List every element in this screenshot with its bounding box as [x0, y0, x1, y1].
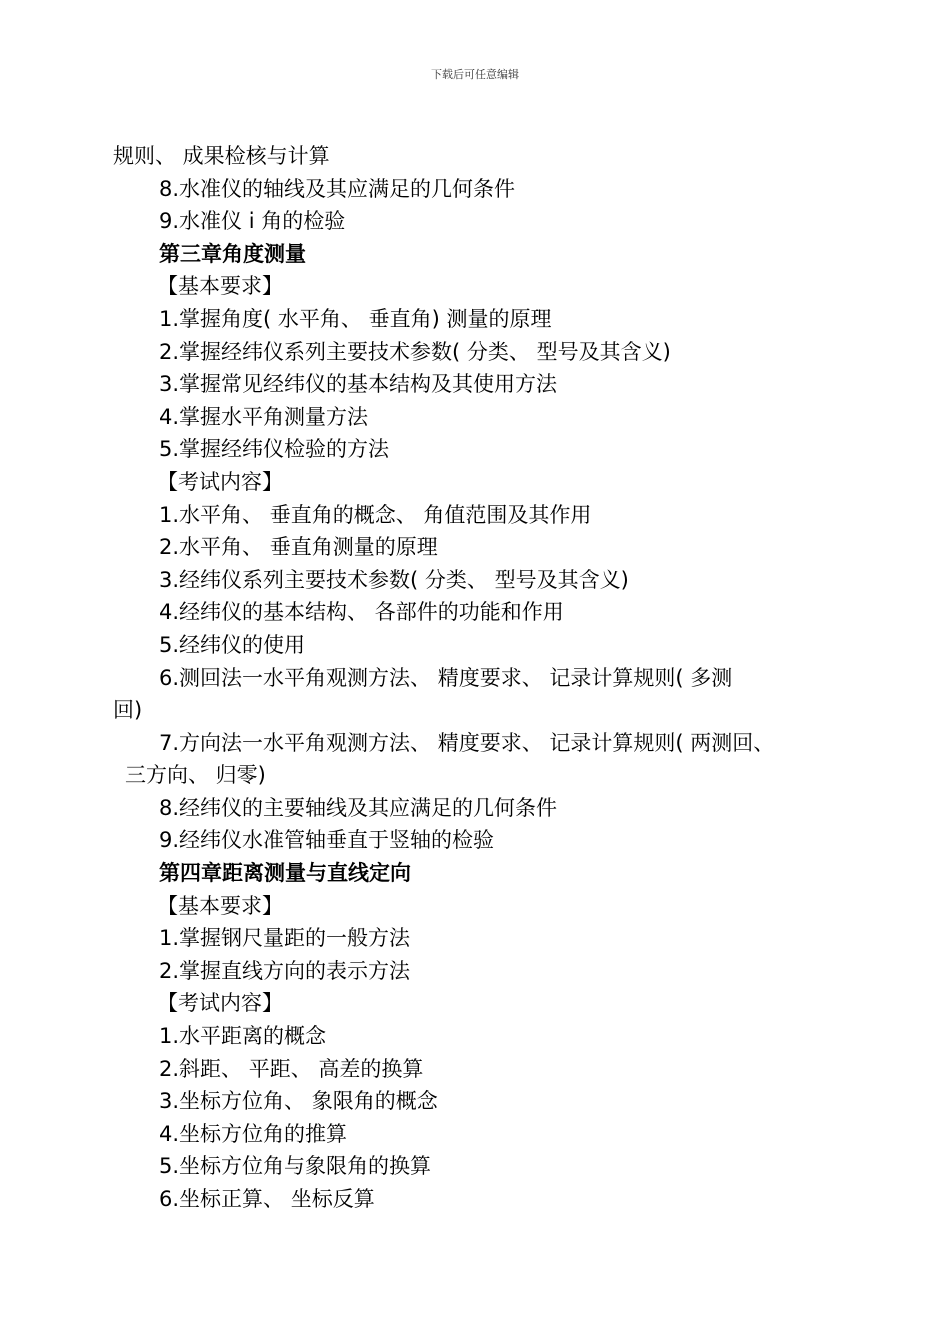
text-line: 8.水准仪的轴线及其应满足的几何条件	[159, 176, 516, 201]
text-line: 3.坐标方位角、 象限角的概念	[159, 1089, 438, 1114]
document-body	[113, 140, 873, 1216]
text-line: 8.经纬仪的主要轴线及其应满足的几何条件	[159, 795, 558, 820]
text-line: 【基本要求】	[157, 274, 283, 299]
text-line: 2.斜距、 平距、 高差的换算	[159, 1056, 424, 1081]
text-line: 【考试内容】	[157, 991, 283, 1016]
text-line: 5.经纬仪的使用	[159, 632, 306, 657]
text-line: 9.水准仪 i 角的检验	[159, 209, 346, 234]
text-line: 5.掌握经纬仪检验的方法	[159, 437, 390, 462]
text-line: 7.方向法一水平角观测方法、 精度要求、 记录计算规则( 两测回、	[159, 730, 775, 755]
text-line: 1.水平距离的概念	[159, 1024, 327, 1049]
text-line: 9.经纬仪水准管轴垂直于竖轴的检验	[159, 828, 495, 853]
chapter-heading: 第三章角度测量	[159, 241, 306, 266]
text-line: 6.坐标正算、 坐标反算	[159, 1187, 375, 1211]
text-line: 2.掌握经纬仪系列主要技术参数( 分类、 型号及其含义)	[159, 339, 671, 364]
text-line: 三方向、 归零)	[125, 763, 266, 788]
text-line: 4.掌握水平角测量方法	[159, 404, 369, 429]
text-line: 3.经纬仪系列主要技术参数( 分类、 型号及其含义)	[159, 567, 629, 592]
text-line: 1.水平角、 垂直角的概念、 角值范围及其作用	[159, 502, 592, 527]
text-line: 4.经纬仪的基本结构、 各部件的功能和作用	[159, 600, 564, 625]
chapter-heading: 第四章距离测量与直线定向	[159, 861, 411, 886]
text-line: 1.掌握角度( 水平角、 垂直角) 测量的原理	[159, 306, 552, 331]
text-line: 2.水平角、 垂直角测量的原理	[159, 535, 438, 560]
text-line: 【基本要求】	[157, 893, 283, 918]
text-line: 2.掌握直线方向的表示方法	[159, 958, 411, 983]
text-line: 6.测回法一水平角观测方法、 精度要求、 记录计算规则( 多测	[159, 665, 733, 690]
text-line: 【考试内容】	[157, 469, 283, 494]
text-line: 5.坐标方位角与象限角的换算	[159, 1154, 432, 1179]
page-header: 下载后可任意编辑	[431, 68, 519, 81]
text-line: 规则、 成果检核与计算	[113, 144, 330, 168]
text-line: 1.掌握钢尺量距的一般方法	[159, 926, 411, 951]
text-line: 3.掌握常见经纬仪的基本结构及其使用方法	[159, 372, 558, 397]
text-line: 4.坐标方位角的推算	[159, 1121, 348, 1146]
text-line: 回)	[113, 698, 143, 723]
